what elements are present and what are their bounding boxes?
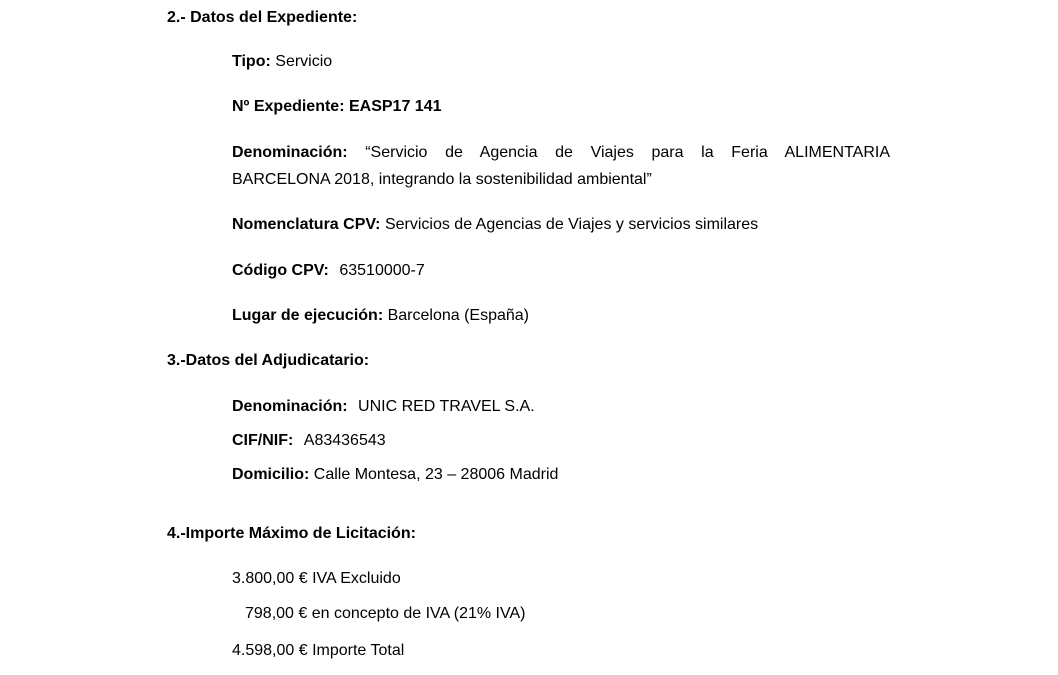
cpv-nomenclatura-value: Servicios de Agencias de Viajes y servicios similares <box>384 216 759 233</box>
cif-row <box>232 431 386 451</box>
cpv-nomenclatura-label: Nomenclatura CPV: <box>232 216 381 233</box>
tipo-label: Tipo: <box>232 53 271 70</box>
cpv-nomenclatura-row <box>232 215 758 235</box>
denominacion-line-1 <box>232 143 890 163</box>
importe-line-2: 798,00 € en concepto de IVA (21% IVA) <box>245 605 526 622</box>
tipo-value: Servicio <box>275 53 333 70</box>
lugar-row <box>232 306 529 326</box>
section-4-heading: 4.-Importe Máximo de Licitación: <box>167 525 416 542</box>
expediente-row <box>232 97 442 117</box>
lugar-value: Barcelona (España) <box>387 307 530 324</box>
importe-line-3: 4.598,00 € Importe Total <box>232 642 405 659</box>
adjudicatario-denominacion-value: UNIC RED TRAVEL S.A. <box>358 398 535 415</box>
section-2-heading: 2.- Datos del Expediente: <box>167 9 358 26</box>
adjudicatario-denominacion-label: Denominación: <box>232 398 348 415</box>
cpv-codigo-row <box>232 261 425 281</box>
domicilio-label: Domicilio: <box>232 466 310 483</box>
lugar-label: Lugar de ejecución: <box>232 307 384 324</box>
domicilio-row <box>232 465 558 485</box>
adjudicatario-denominacion-row <box>232 397 535 417</box>
cif-value: A83436543 <box>303 432 386 449</box>
expediente-label: Nº Expediente: <box>232 98 345 115</box>
denominacion-label: Denominación: <box>232 144 348 161</box>
denominacion-text-2: BARCELONA 2018, integrando la sostenibilidad ambiental” <box>232 171 652 188</box>
importe-line-1: 3.800,00 € IVA Excluido <box>232 570 401 587</box>
tipo-row <box>232 52 332 72</box>
cif-label: CIF/NIF: <box>232 432 294 449</box>
domicilio-value: Calle Montesa, 23 – 28006 Madrid <box>313 466 559 483</box>
cpv-codigo-label: Código CPV: <box>232 262 329 279</box>
denominacion-text-1: “Servicio de Agencia de Viajes para la Feria ALIMENTARIA <box>365 144 890 161</box>
expediente-value: EASP17 141 <box>348 98 442 115</box>
section-3-heading: 3.-Datos del Adjudicatario: <box>167 352 370 369</box>
cpv-codigo-value: 63510000-7 <box>339 262 425 279</box>
